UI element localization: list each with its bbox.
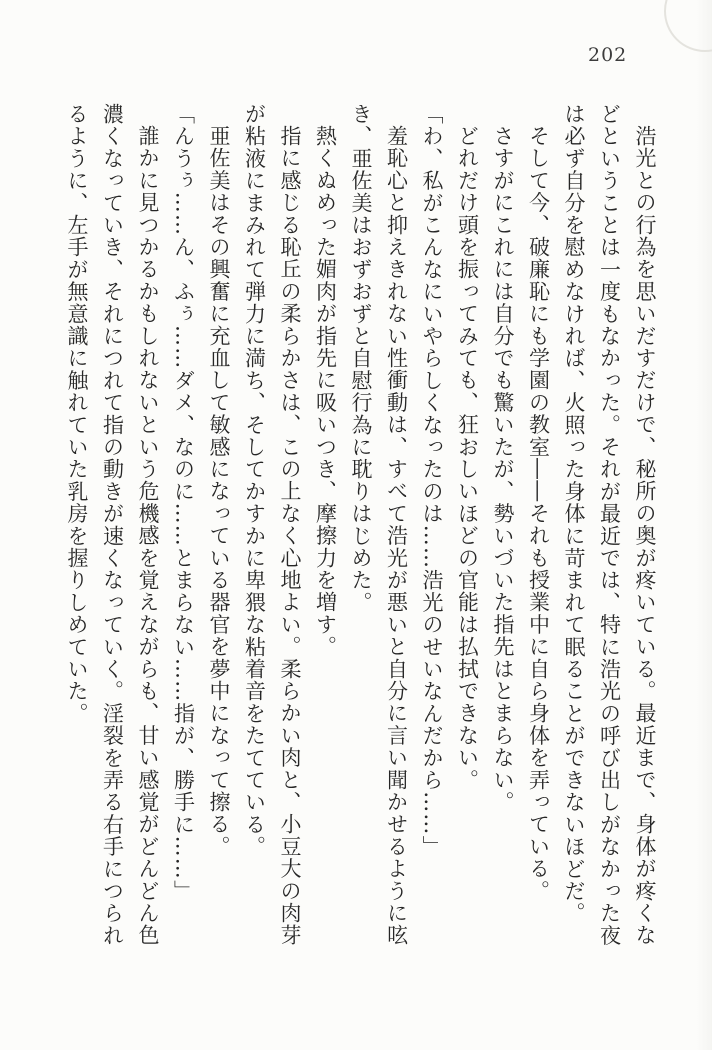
paragraph: 指に感じる恥丘の柔らかさは、この上なく心地よい。柔らかい肉と、小豆大の肉芽が粘液にまみれて弾力に満ち、そしてかすかに卑猥な粘着音をたてている。	[242, 103, 302, 947]
paragraph: 熱くぬめった媚肉が指先に吸いつき、摩擦力を増す。	[313, 125, 338, 658]
page-curl-artifact	[664, 0, 712, 52]
paragraph: 誰かに見つかるかもしれないという危機感を覚えながらも、甘い感覚がどんどん色濃くなっていき、それにつれて指の動きが速くなっていく。淫裂を弄る右手につられるように、左手が無意識に触れていた乳房を握りしめていた。	[65, 103, 160, 947]
page-number: 202	[588, 44, 628, 66]
paragraph: そして今、破廉恥にも学園の教室――それも授業中に自ら身体を弄っている。	[526, 125, 551, 902]
paragraph: 羞恥心と抑えきれない性衝動は、すべて浩光が悪いと自分に言い聞かせるように呟き、亜佐美はおずおずと自慰行為に耽りはじめた。	[349, 103, 409, 947]
page-text-block	[58, 103, 662, 949]
scan-edge-shade	[696, 0, 712, 1050]
paragraph-dialogue: 「わ、私がこんなにいやらしくなったのは……浩光のせいなんだから……」	[420, 103, 444, 858]
paragraph: 浩光との行為を思いだすだけで、秘所の奥が疼いている。最近まで、身体が疼くなどということは一度もなかった。それが最近では、特に浩光の呼び出しがなかった夜は必ず自分を慰めなければ、火照った身体に苛まれて眠ることができないほどだ。	[562, 103, 657, 947]
paragraph-dialogue: 「んうぅ……ん、ふぅ……ダメ、なのに……とまらない……指が、勝手に……」	[171, 103, 196, 903]
paragraph: 亜佐美はその興奮に充血して敏感になっている器官を夢中になって擦る。	[207, 125, 231, 858]
paragraph: さすがにこれには自分でも驚いたが、勢いづいた指先はとまらない。	[491, 125, 515, 814]
paragraph: どれだけ頭を振ってみても、狂おしいほどの官能は払拭できない。	[455, 125, 480, 791]
